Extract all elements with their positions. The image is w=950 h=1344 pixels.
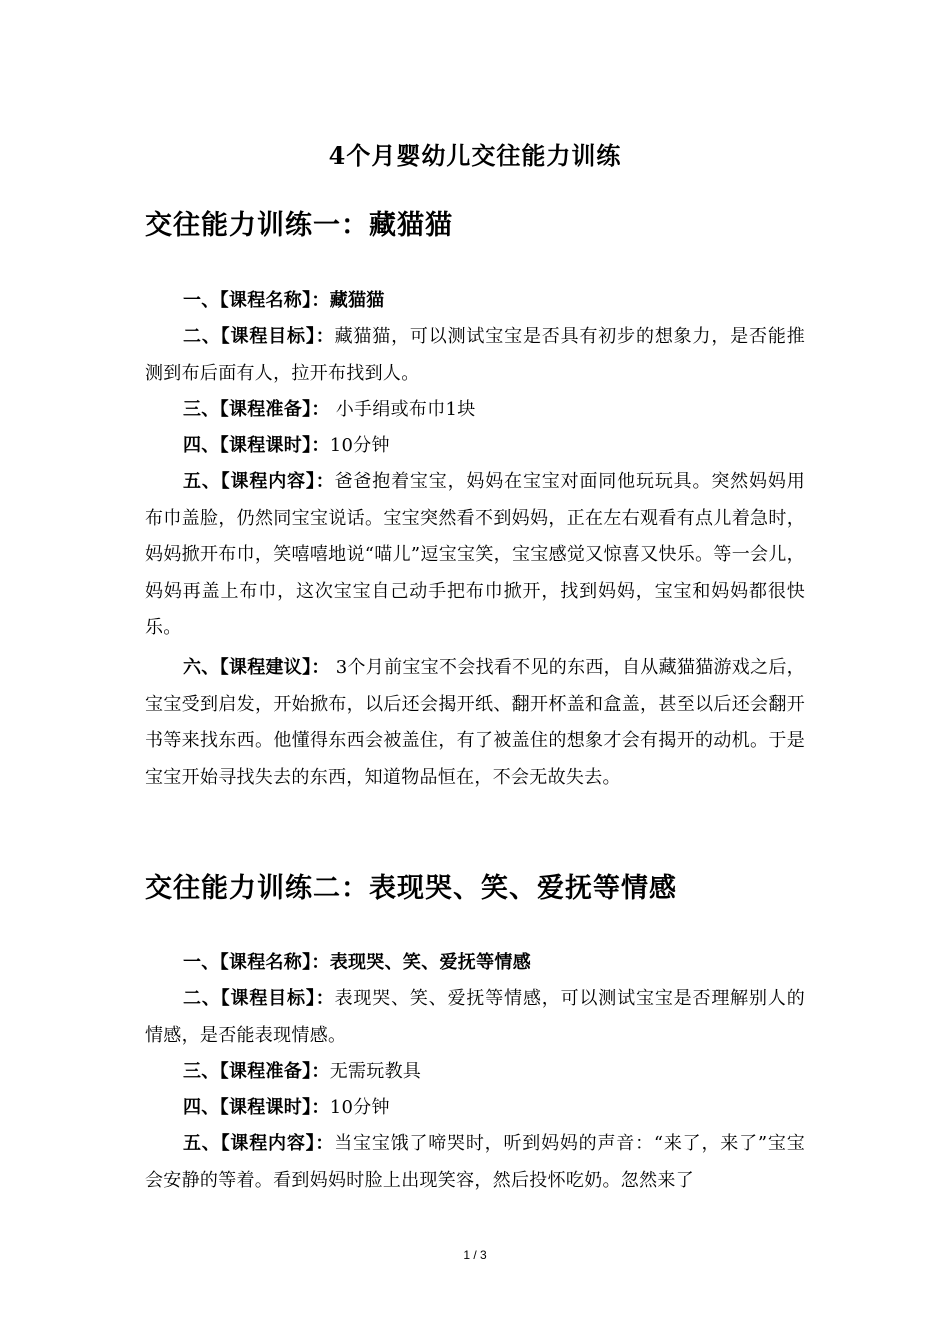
section-2-course-duration [145, 1090, 805, 1127]
course-content-label: 五、【课程内容】： [183, 471, 335, 492]
section-1-course-duration [145, 428, 805, 465]
course-content-text: 当宝宝饿了啼哭时，听到妈妈的声音：“来了，来了”宝宝会安静的等着。看到妈妈时脸上出现笑容，然后投怀吃奶。忽然来了 [145, 1133, 806, 1191]
document-title: 4个月婴幼儿交往能力训练 [328, 141, 622, 170]
course-goal-label: 二、【课程目标】： [183, 988, 335, 1009]
course-goal-text: 藏猫猫，可以测试宝宝是否具有初步的想象力，是否能推测到布后面有人，拉开布找到人。 [145, 326, 806, 384]
section-2-heading: 交往能力训练二：表现哭、笑、爱抚等情感 [145, 873, 677, 904]
section-1-course-content [145, 464, 805, 647]
course-prep-label: 三、【课程准备】： [183, 399, 330, 420]
course-goal-text: 表现哭、笑、爱抚等情感，可以测试宝宝是否理解别人的情感，是否能表现情感。 [145, 988, 806, 1046]
course-goal-label: 二、【课程目标】： [183, 326, 335, 347]
section-1-heading-prefix: 交往能力训练一： [145, 210, 369, 241]
section-1-heading [145, 203, 453, 242]
course-content-label: 五、【课程内容】： [183, 1133, 335, 1154]
section-1-heading-topic: 藏猫猫 [369, 210, 453, 241]
section-1-course-goal [145, 319, 805, 392]
section-1-course-advice [145, 650, 805, 796]
section-2-course-name [145, 945, 805, 982]
course-content-text: 爸爸抱着宝宝，妈妈在宝宝对面同他玩玩具。突然妈妈用布巾盖脸，仍然同宝宝说话。宝宝突然看不到妈妈，正在左右观看有点儿着急时，妈妈掀开布巾，笑嘻嘻地说“喵儿”逗宝宝笑，宝宝感觉又惊喜又快乐。等一会儿，妈妈再盖上布巾，这次宝宝自己动手把布巾掀开，找到妈妈，宝宝和妈妈都很快乐。 [145, 471, 806, 638]
course-prep-label: 三、【课程准备】： [183, 1061, 330, 1082]
course-duration-text: 10分钟 [329, 1097, 390, 1118]
course-duration-text: 10分钟 [329, 435, 390, 456]
course-advice-label: 六、【课程建议】： [183, 657, 330, 678]
section-2-course-goal [145, 981, 805, 1054]
course-duration-label: 四、【课程课时】： [183, 435, 330, 456]
page-number: 1 / 3 [463, 1248, 487, 1262]
course-name-label: 一、【课程名称】： [183, 290, 330, 311]
course-advice-text: 3个月前宝宝不会找看不见的东西，自从藏猫猫游戏之后，宝宝受到启发，开始掀布，以后还会揭开纸、翻开杯盖和盒盖，甚至以后还会翻开书等来找东西。他懂得东西会被盖住，有了被盖住的想象才会有揭开的动机。于是宝宝开始寻找失去的东西，知道物品恒在，不会无故失去。 [145, 657, 805, 788]
section-1-course-prep [145, 392, 805, 429]
section-2-course-prep [145, 1054, 805, 1091]
course-prep-text: 小手绢或布巾1块 [329, 399, 476, 420]
course-name-value: 表现哭、笑、爱抚等情感 [329, 952, 532, 973]
course-name-value: 藏猫猫 [329, 290, 385, 311]
section-2-course-content [145, 1126, 805, 1199]
course-name-label: 一、【课程名称】： [183, 952, 330, 973]
section-1-course-name [145, 283, 805, 320]
course-duration-label: 四、【课程课时】： [183, 1097, 330, 1118]
course-prep-text: 无需玩教具 [329, 1061, 422, 1082]
